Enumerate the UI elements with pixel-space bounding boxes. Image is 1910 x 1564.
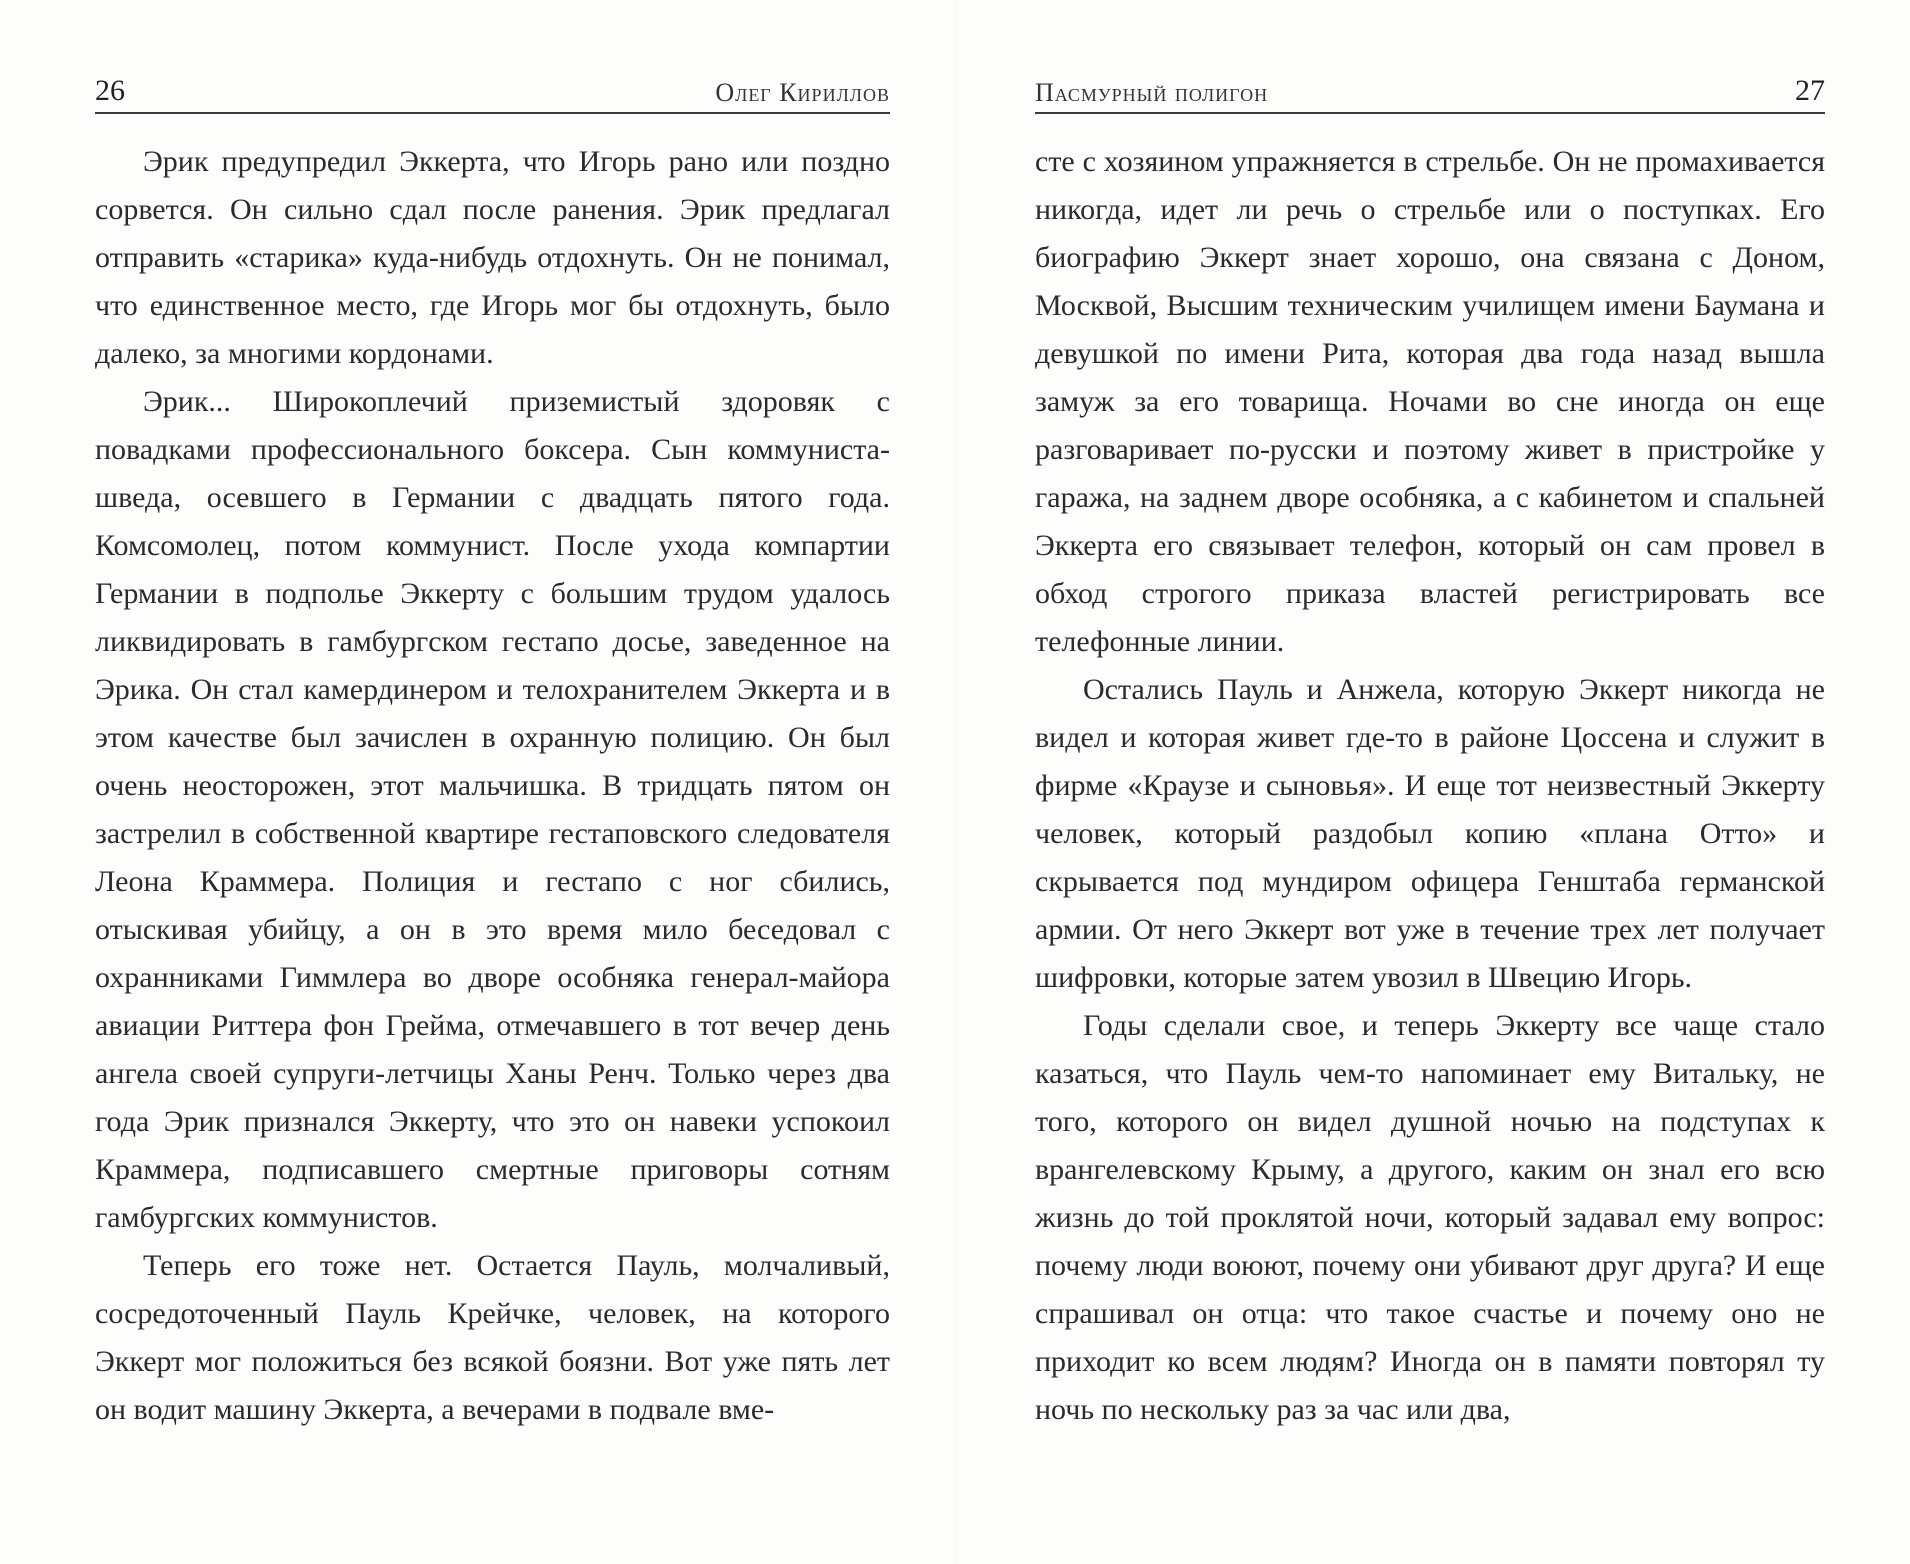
running-head-author: Олег Кириллов <box>715 78 890 107</box>
paragraph: сте с хозяином упражняется в стрельбе. Он не промахивается никогда, идет ли речь о стрельбе или о поступках. Его биографию Эккерт знает хорошо, она связана с Доном, Москвой, Высшим техническим училищем имени Баумана и девушкой по имени Рита, которая два года назад вышла замуж за его товарища. Ночами во сне иногда он еще разговаривает по-русски и поэтому живет в пристройке у гаража, на заднем дворе особняка, а с кабинетом и спальней Эккерта его связывает телефон, который он сам провел в обход строгого приказа властей регистрировать все телефонные линии. <box>1035 145 1825 658</box>
running-head-title: Пасмурный полигон <box>1035 78 1269 107</box>
right-page-text <box>1035 138 1825 1434</box>
left-page-header <box>95 70 890 114</box>
paragraph: Остались Пауль и Анжела, которую Эккерт никогда не видел и которая живет где-то в районе Цоссена и служит в фирме «Краузе и сыновья». И еще тот неизвестный Эккерту человек, который раздобыл копию «плана Отто» и скрывается под мундиром офицера Генштаба германской армии. От него Эккерт вот уже в течение трех лет получает шифровки, которые затем увозил в Швецию Игорь. <box>1035 673 1825 994</box>
paragraph: Годы сделали свое, и теперь Эккерту все чаще стало казаться, что Пауль чем-то напоминает ему Витальку, не того, которого он видел душной ночью на подступах к врангелевскому Крыму, а другого, каким он знал его всю жизнь до той проклятой ночи, который задавал ему вопрос: почему люди воюют, почему они убивают друг друга? И еще спрашивал он отца: что такое счастье и почему оно не приходит ко всем людям? Иногда он в памяти повторял ту ночь по нескольку раз за час или два, <box>1035 1009 1825 1426</box>
page-number: 27 <box>1795 74 1825 107</box>
left-page-text <box>95 138 890 1434</box>
gutter-shadow <box>955 0 957 1564</box>
right-page-header <box>1035 70 1825 114</box>
paragraph: Эрик... Широкоплечий приземистый здоровяк с повадками профессионального боксера. Сын коммуниста-шведа, осевшего в Германии с двадцать пятого года. Комсомолец, потом коммунист. После ухода компартии Германии в подполье Эккерту с большим трудом удалось ликвидировать в гамбургском гестапо досье, заведенное на Эрика. Он стал камердинером и телохранителем Эккерта и в этом качестве был зачислен в охранную полицию. Он был очень неосторожен, этот мальчишка. В тридцать пятом он застрелил в собственной квартире гестаповского следователя Леона Краммера. Полиция и гестапо с ног сбились, отыскивая убийцу, а он в это время мило беседовал с охранниками Гиммлера во дворе особняка генерал-майора авиации Риттера фон Грейма, отмечавшего в тот вечер день ангела своей супруги-летчицы Ханы Ренч. Только через два года Эрик признался Эккерту, что это он навеки успокоил Краммера, подписавшего смертные приговоры сотням гамбургских коммунистов. <box>95 385 890 1234</box>
right-page <box>1035 0 1825 1564</box>
paragraph: Эрик предупредил Эккерта, что Игорь рано или поздно сорвется. Он сильно сдал после ранения. Эрик предлагал отправить «старика» куда-нибудь отдохнуть. Он не понимал, что единственное место, где Игорь мог бы отдохнуть, было далеко, за многими кордонами. <box>95 145 890 370</box>
left-page <box>95 0 890 1564</box>
page-number: 26 <box>95 74 125 107</box>
paragraph: Теперь его тоже нет. Остается Пауль, молчаливый, сосредоточенный Пауль Крейчке, человек, на которого Эккерт мог положиться без всякой боязни. Вот уже пять лет он водит машину Эккерта, а вечерами в подвале вме- <box>95 1249 890 1426</box>
